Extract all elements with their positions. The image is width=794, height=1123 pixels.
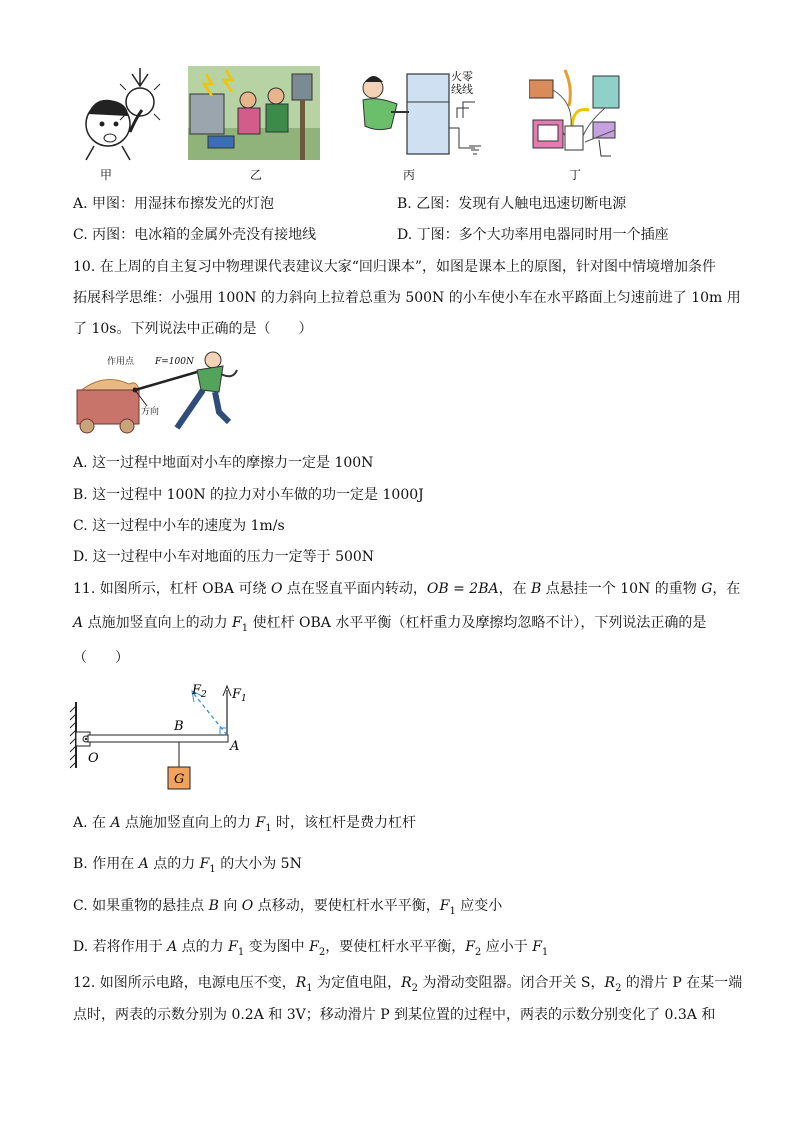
q10-stem-line1: 10. 在上周的自主复习中物理课代表建议大家“回归课本”，如图是课本上的原图，针对图中情境增加条件 xyxy=(73,259,717,275)
q12-stem-line1: 12. 如图所示电路，电源电压不变，$R_1$ 为定值电阻，$R_2$ 为滑动变阻器。闭合开关 S，$R_2$ 的滑片 P 在某一端 xyxy=(73,975,743,994)
lever-f2-label: $F_2$ xyxy=(192,683,207,700)
q9-option-a: A. 甲图：用湿抹布擦发光的灯泡 xyxy=(73,196,275,212)
figure-yi xyxy=(188,66,320,160)
q10-option-a: A. 这一过程中地面对小车的摩擦力一定是 100N xyxy=(73,455,374,471)
q10-option-c: C. 这一过程中小车的速度为 1m/s xyxy=(73,518,285,534)
cart-direction-label: 方向 xyxy=(141,407,160,417)
caption-jia: 甲 xyxy=(99,168,112,182)
q10-stem-line2: 拓展科学思维：小强用 100N 的力斜向上拉着总重为 500N 的小车使小车在水平路面上匀速前进了 10m 用 xyxy=(73,290,741,306)
cart-force-label: F=100N xyxy=(155,357,194,367)
q11-stem-line2: A 点施加竖直向上的动力 $F_1$ 使杠杆 OBA 水平平衡（杠杆重力及摩擦均忽略不计），下列说法正确的是 xyxy=(73,615,707,634)
q9-option-b: B. 乙图：发现有人触电迅速切断电源 xyxy=(397,196,627,212)
q11-option-b: B. 作用在 A 点的力 $F_1$ 的大小为 5N xyxy=(73,856,302,875)
lever-o-label: O xyxy=(88,751,99,766)
q11-option-a: A. 在 A 点施加竖直向上的力 $F_1$ 时，该杠杆是费力杠杆 xyxy=(73,815,417,834)
q11-option-d: D. 若将作用于 A 点的力 $F_1$ 变为图中 $F_2$，要使杠杆水平平衡，$F_2$ 应小于 $F_1$ xyxy=(73,939,549,958)
q10-stem-line3: 了 10s。下列说法中正确的是（ ） xyxy=(73,321,313,337)
q10-option-d: D. 这一过程中小车对地面的压力一定等于 500N xyxy=(73,549,375,565)
q11-stem-line1: 11. 如图所示，杠杆 OBA 可绕 O 点在竖直平面内转动，OB = 2BA，在 B 点悬挂一个 10N 的重物 G，在 xyxy=(73,581,741,597)
caption-ding: 丁 xyxy=(568,168,581,182)
q9-option-d: D. 丁图：多个大功率用电器同时用一个插座 xyxy=(397,227,669,243)
lever-g-label: G xyxy=(174,772,185,787)
q11-stem-line3: （ ） xyxy=(73,650,129,666)
figure-jia xyxy=(70,66,165,162)
figure-ding xyxy=(529,66,625,162)
caption-yi: 乙 xyxy=(249,168,262,182)
figure-lever xyxy=(68,680,258,800)
figure-bing-label-bottom: 线线 xyxy=(451,83,473,96)
figure-cart xyxy=(73,350,243,436)
lever-a-label: A xyxy=(230,739,240,754)
q10-option-b: B. 这一过程中 100N 的拉力对小车做的功一定是 1000J xyxy=(73,487,424,503)
q12-stem-line2: 点时，两表的示数分别为 0.2A 和 3V；移动滑片 P 到某位置的过程中，两表的示数分别变化了 0.3A 和 xyxy=(73,1007,716,1023)
q9-option-c: C. 丙图：电冰箱的金属外壳没有接地线 xyxy=(73,227,317,243)
cart-point-label: 作用点 xyxy=(107,357,135,367)
lever-f1-label: $F_1$ xyxy=(232,687,247,704)
figure-bing xyxy=(357,68,482,160)
figure-bing-label-top: 火零 xyxy=(451,70,473,83)
caption-bing: 丙 xyxy=(402,168,415,182)
lever-b-label: B xyxy=(174,719,184,734)
q11-option-c: C. 如果重物的悬挂点 B 向 O 点移动，要使杠杆水平平衡，$F_1$ 应变小 xyxy=(73,898,503,917)
